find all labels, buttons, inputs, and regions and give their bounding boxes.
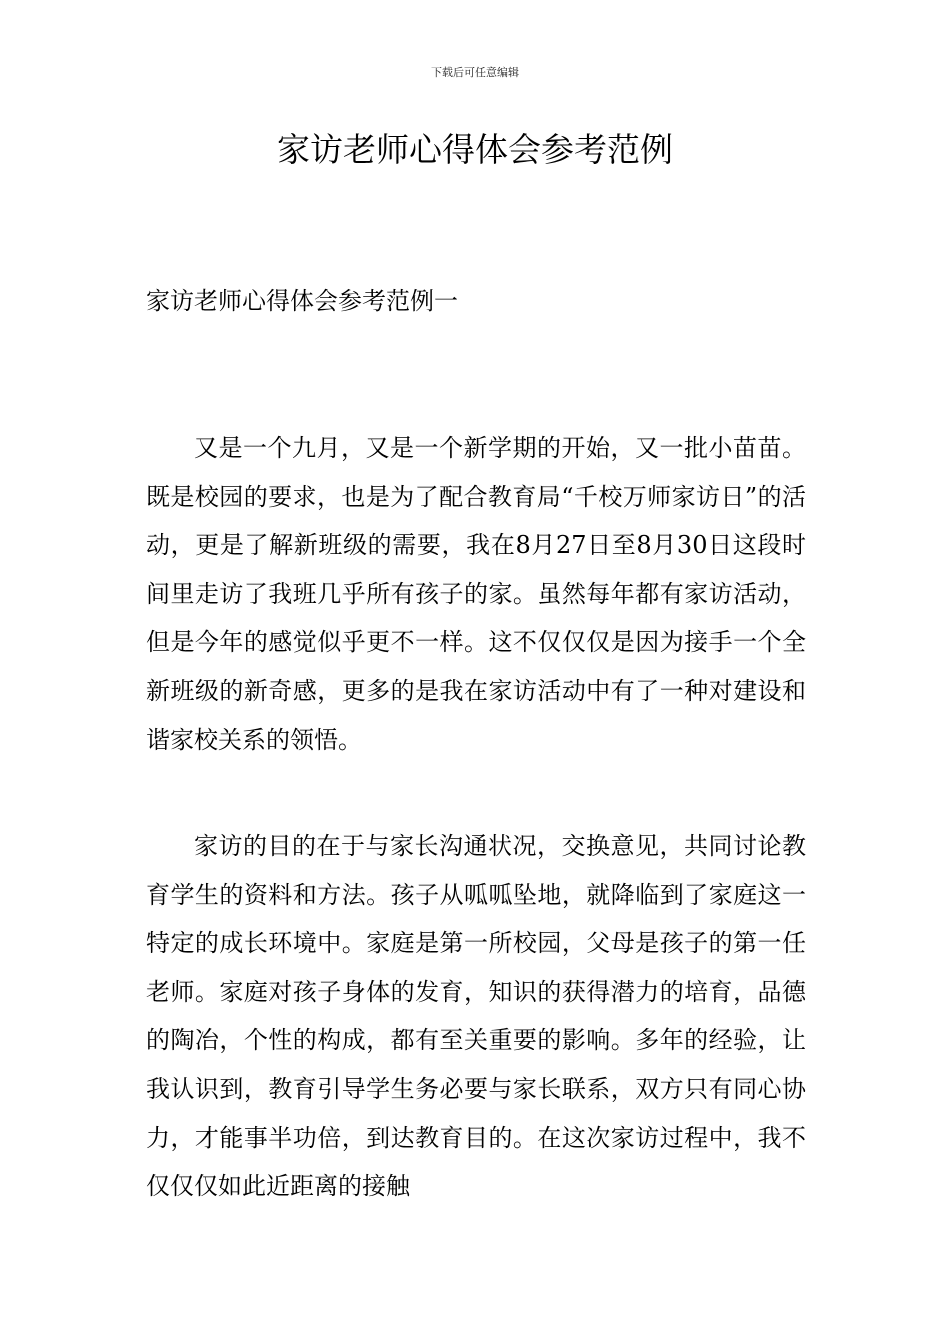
paragraph-1: 又是一个九月，又是一个新学期的开始，又一批小苗苗。既是校园的要求，也是为了配合教育局“千校万师家访日”的活动，更是了解新班级的需要，我在8月27日至8月30日这段时间里走访了我班几乎所有孩子的家。虽然每年都有家访活动，但是今年的感觉似乎更不一样。这不仅仅仅是因为接手一个全新班级的新奇感，更多的是我在家访活动中有了一种对建设和谐家校关系的领悟。 (146, 434, 806, 754)
document-title: 家访老师心得体会参考范例 (277, 130, 673, 169)
paragraph-2: 家访的目的在于与家长沟通状况，交换意见，共同讨论教育学生的资料和方法。孩子从呱呱坠地，就降临到了家庭这一特定的成长环境中。家庭是第一所校园，父母是孩子的第一任老师。家庭对孩子身体的发育，知识的获得潜力的培育，品德的陶冶，个性的构成，都有至关重要的影响。多年的经验，让我认识到，教育引导学生务必要与家长联系，双方只有同心协力，才能事半功倍，到达教育目的。在这次家访过程中，我不仅仅仅如此近距离的接触 (146, 832, 806, 1201)
section-heading: 家访老师心得体会参考范例一 (146, 287, 458, 315)
header-note: 下载后可任意编辑 (431, 66, 519, 79)
